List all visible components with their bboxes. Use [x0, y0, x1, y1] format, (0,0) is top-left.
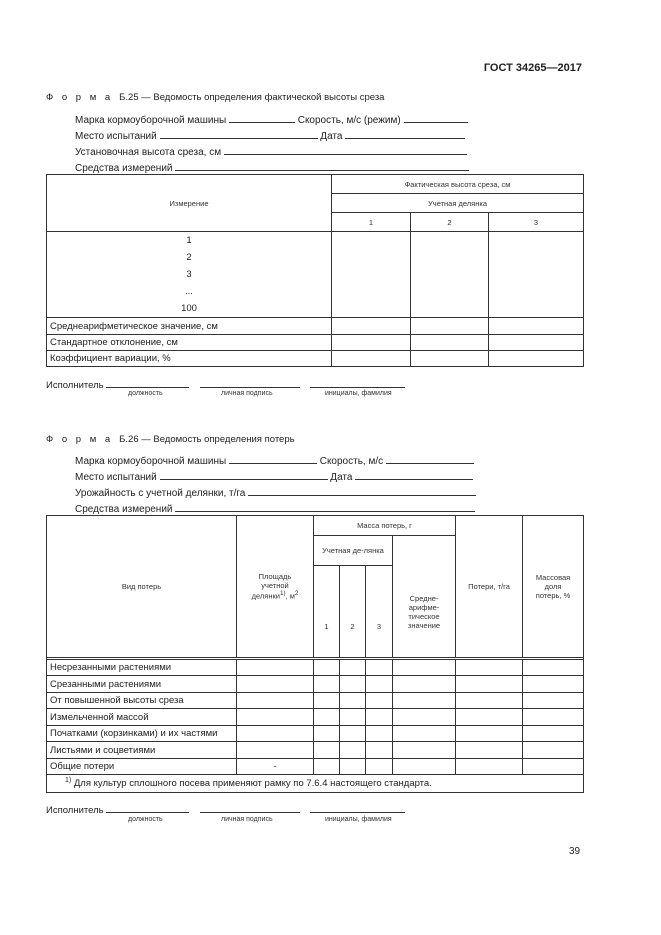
height-table — [46, 174, 584, 367]
footnote-mark: 1) — [65, 777, 72, 785]
table-row — [47, 709, 584, 726]
form2-fields — [75, 453, 476, 517]
table-row — [47, 335, 584, 351]
signature-label: Исполнитель — [46, 805, 104, 816]
signature-block-2 — [46, 802, 405, 816]
total-area-value: - — [237, 759, 314, 775]
field-label: Дата — [330, 472, 353, 483]
num: 2 — [186, 252, 192, 263]
col-header-2: 2 — [340, 566, 366, 658]
form1-title — [46, 92, 384, 103]
area-unit: , м — [285, 591, 295, 601]
table-footnote — [47, 775, 584, 793]
num: ... — [185, 286, 193, 297]
row-label: Срезанными растениями — [47, 676, 237, 693]
col-header-3: 3 — [489, 213, 584, 232]
field-label: Средства измерений — [75, 504, 173, 515]
form-title-text: Б.25 — Ведомость определения фактической высоты среза — [119, 92, 385, 103]
caption-name: инициалы, фамилия — [325, 816, 392, 823]
signature-label: Исполнитель — [46, 380, 104, 391]
blank-line — [345, 128, 465, 139]
field-label: Урожайность с учетной делянки, т/га — [75, 488, 246, 499]
row-label: Среднеарифметическое значение, см — [47, 318, 332, 335]
col-header-sub: Учетная делянка — [332, 194, 584, 213]
cell — [489, 232, 584, 318]
form-prefix: Ф о р м а — [46, 92, 114, 103]
table-row — [47, 742, 584, 759]
table-row — [47, 676, 584, 693]
caption-position: должность — [128, 816, 163, 823]
table-row — [47, 693, 584, 709]
field-label: Скорость, м/с (режим) — [297, 115, 401, 126]
field-label: Марка кормоуборочной машины — [75, 456, 227, 467]
standard-number: ГОСТ 34265—2017 — [483, 62, 582, 74]
col-header-share: Массовая доля потерь, % — [523, 516, 584, 658]
col-header-1: 1 — [332, 213, 411, 232]
table-row — [47, 660, 584, 676]
form-prefix: Ф о р м а — [46, 434, 114, 445]
col-header-mass: Масса потерь, г — [314, 516, 456, 536]
row-label: Листьями и соцветиями — [47, 742, 237, 759]
num: 3 — [186, 269, 192, 280]
cell — [332, 232, 411, 318]
form1-fields — [75, 112, 469, 176]
losses-table — [46, 515, 584, 793]
table-row — [47, 726, 584, 742]
field-label: Скорость, м/с — [319, 456, 384, 467]
row-label: Стандартное отклонение, см — [47, 335, 332, 351]
col-header-measure: Измерение — [47, 175, 332, 232]
page-number: 39 — [569, 846, 581, 857]
field-label: Средства измерений — [75, 163, 173, 174]
footnote-ref: 1) — [279, 590, 286, 598]
form2-title — [46, 434, 295, 445]
row-label: От повышенной высоты среза — [47, 693, 237, 709]
col-header-mean: Средне-арифме-тическое значение — [393, 536, 456, 658]
field-label: Установочная высота среза, см — [75, 147, 222, 158]
col-header-1: 1 — [314, 566, 340, 658]
blank-line — [229, 112, 295, 123]
footnote-text: Для культур сплошного посева применяют рамку по 7.6.4 настоящего стандарта. — [73, 778, 432, 790]
area-label: Площадь учетной делянки — [251, 572, 292, 601]
caption-signature: личная подпись — [221, 390, 273, 397]
col-header-group: Фактическая высота среза, см — [332, 175, 584, 194]
blank-line — [175, 160, 469, 171]
row-label: Початками (корзинками) и их частями — [47, 726, 237, 742]
table-row — [47, 759, 584, 775]
col-header-area — [237, 516, 314, 658]
field-label: Место испытаний — [75, 472, 157, 483]
cell — [411, 232, 489, 318]
measurement-numbers — [47, 232, 332, 318]
col-header-losses: Потери, т/га — [456, 516, 523, 658]
table-row — [47, 351, 584, 367]
num: 100 — [181, 303, 197, 314]
blank-line — [404, 112, 468, 123]
col-header-2: 2 — [411, 213, 489, 232]
caption-signature: личная подпись — [221, 816, 273, 823]
row-label: Измельченной массой — [47, 709, 237, 726]
caption-name: инициалы, фамилия — [325, 390, 392, 397]
signature-block-1 — [46, 377, 405, 391]
row-label: Общие потери — [47, 759, 237, 775]
row-label: Коэффициент вариации, % — [47, 351, 332, 367]
col-header-type: Вид потерь — [47, 516, 237, 658]
area-unit-sup: 2 — [294, 590, 299, 598]
table-row — [47, 318, 584, 335]
row-label: Несрезанными растениями — [47, 660, 237, 676]
num: 1 — [186, 235, 192, 246]
field-label: Дата — [320, 131, 343, 142]
field-label: Марка кормоуборочной машины — [75, 115, 227, 126]
col-header-plot: Учетная де-лянка — [314, 536, 393, 566]
blank-line — [224, 144, 467, 155]
col-header-3: 3 — [366, 566, 393, 658]
form-title-text: Б.26 — Ведомость определения потерь — [119, 434, 295, 445]
field-label: Место испытаний — [75, 131, 157, 142]
caption-position: должность — [128, 390, 163, 397]
blank-line — [160, 128, 318, 139]
